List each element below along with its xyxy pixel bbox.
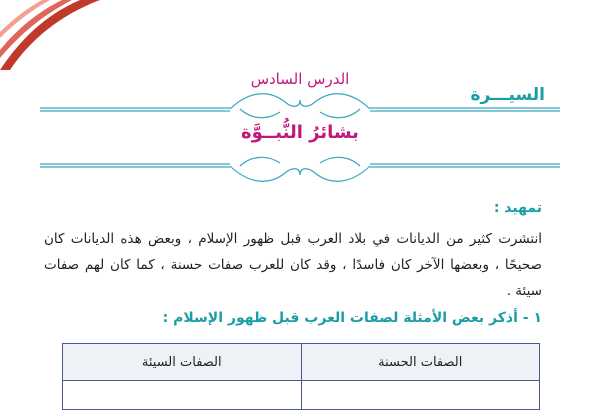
intro-heading: تمهيد : — [493, 200, 542, 216]
table-header-row — [63, 344, 540, 381]
intro-paragraph: انتشرت كثير من الديانات في بلاد العرب قبل ظهور الإسلام ، وبعض هذه الديانات كان صحيحًا ، وبعضها الآخر كان فاسدًا ، وقد كان للعرب صفات حسنة ، كما كان لهم صفات سيئة . — [44, 231, 542, 299]
good-traits-cell[interactable] — [301, 381, 540, 410]
question-one: ١ - أذكر بعض الأمثلة لصفات العرب قبل ظهور الإسلام : — [162, 310, 542, 326]
section-title: السيـــرة — [470, 85, 545, 105]
lesson-number: الدرس السادس — [250, 70, 350, 88]
header-good-traits: الصفات الحسنة — [301, 344, 540, 381]
lesson-title: بشائرُ النُّبــوَّة — [241, 122, 359, 143]
bad-traits-cell[interactable] — [63, 381, 302, 410]
table-row — [63, 381, 540, 410]
traits-table — [62, 343, 540, 410]
corner-swoosh-decoration — [0, 0, 100, 70]
header-bad-traits: الصفات السيئة — [63, 344, 302, 381]
